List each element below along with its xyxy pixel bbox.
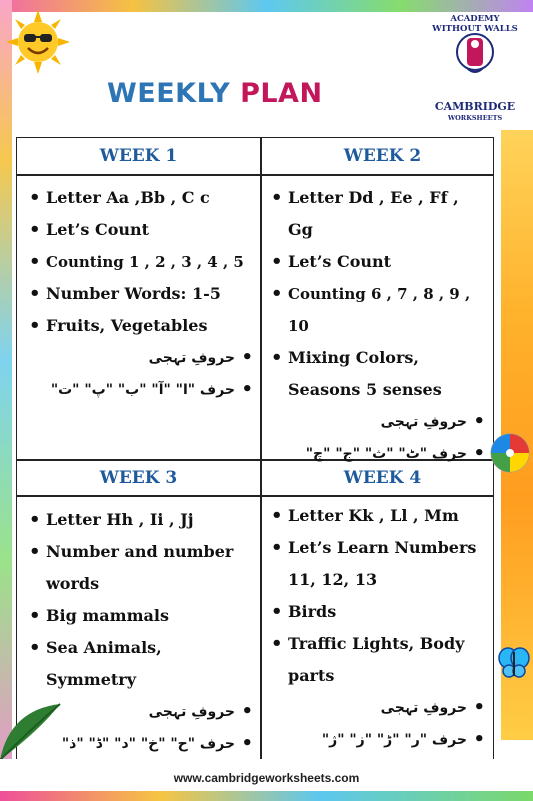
- week-1-cell: [27, 182, 257, 406]
- bottom-stripe: [0, 791, 533, 801]
- top-stripe: [0, 0, 533, 12]
- logo-line2: CAMBRIDGE: [434, 100, 516, 113]
- week-4-item-3: • Birds: [269, 596, 489, 628]
- week-2-urdu-2: • حرف "ٹ" "ث" "ج" "چ": [305, 443, 485, 464]
- week-2-cell: [269, 182, 489, 470]
- table-vertical-divider: [260, 138, 262, 776]
- left-stripe: [0, 0, 12, 801]
- week-4-urdu-1: • حروفِ تہجی: [380, 697, 485, 718]
- week-4-urdu-2: • حرف "ر" "ڑ" "ز" "ژ": [321, 729, 485, 750]
- page-title: [107, 78, 323, 109]
- logo-line1: ACADEMY WITHOUT WALLS: [432, 14, 518, 34]
- week-2-item-2: • Let’s Count: [269, 246, 489, 278]
- sun-icon: [6, 10, 70, 74]
- academy-logo: [429, 14, 521, 124]
- week-1-item-3: • Counting 1 , 2 , 3 , 4 , 5: [27, 246, 257, 278]
- butterfly-icon: [497, 646, 531, 680]
- table-divider-top-headers: [17, 174, 493, 176]
- logo-line3: WORKSHEETS: [447, 114, 503, 122]
- week-2-heading: WEEK 2: [343, 146, 422, 166]
- footer-url: www.cambridgeworksheets.com: [173, 771, 360, 785]
- week-1-item-1: • Letter Aa ,Bb , C c: [27, 182, 257, 214]
- weekly-plan-table: [16, 137, 494, 777]
- beach-ball-icon: [489, 432, 531, 474]
- week-2-item-1: • Letter Dd , Ee , Ff , Gg: [269, 182, 489, 246]
- title-part2: PLAN: [240, 78, 323, 109]
- week-3-item-1: • Letter Hh , Ii , Jj: [27, 504, 257, 536]
- week-1-item-2: • Let’s Count: [27, 214, 257, 246]
- week-4-list: [269, 500, 489, 692]
- week-4-item-4: • Traffic Lights, Body parts: [269, 628, 489, 692]
- week-1-item-5: • Fruits, Vegetables: [27, 310, 257, 342]
- week-1-list: [27, 182, 257, 342]
- week-2-item-4: • Mixing Colors, Seasons 5 senses: [269, 342, 489, 406]
- week-1-heading: WEEK 1: [99, 146, 178, 166]
- logo-badge-icon: [455, 32, 495, 78]
- week-3-item-3: • Big mammals: [27, 600, 257, 632]
- week-4-heading: WEEK 4: [343, 468, 422, 488]
- week-2-item-3: • Counting 6 , 7 , 8 , 9 , 10: [269, 278, 489, 342]
- week-2-list: [269, 182, 489, 406]
- week-4-cell: [269, 500, 489, 756]
- week-4-item-2: • Let’s Learn Numbers 11, 12, 13: [269, 532, 489, 596]
- week-1-urdu-2: • حرف "ا" "آ" "ب" "پ" "ت": [50, 379, 253, 400]
- title-part1: WEEKLY: [107, 78, 231, 109]
- week-1-item-4: • Number Words: 1-5: [27, 278, 257, 310]
- week-3-urdu-1: • حروفِ تہجی: [148, 701, 253, 722]
- week-3-heading: WEEK 3: [99, 468, 178, 488]
- week-4-item-1: • Letter Kk , Ll , Mm: [269, 500, 489, 532]
- week-3-item-2: • Number and number words: [27, 536, 257, 600]
- week-3-list: [27, 504, 257, 696]
- week-1-urdu-1: • حروفِ تہجی: [148, 347, 253, 368]
- leaf-icon: [0, 700, 70, 760]
- week-3-item-4: • Sea Animals, Symmetry: [27, 632, 257, 696]
- week-3-urdu-2: • حرف "ح" "خ" "د" "ڈ" "ذ": [61, 733, 253, 754]
- week-2-urdu-1: • حروفِ تہجی: [380, 411, 485, 432]
